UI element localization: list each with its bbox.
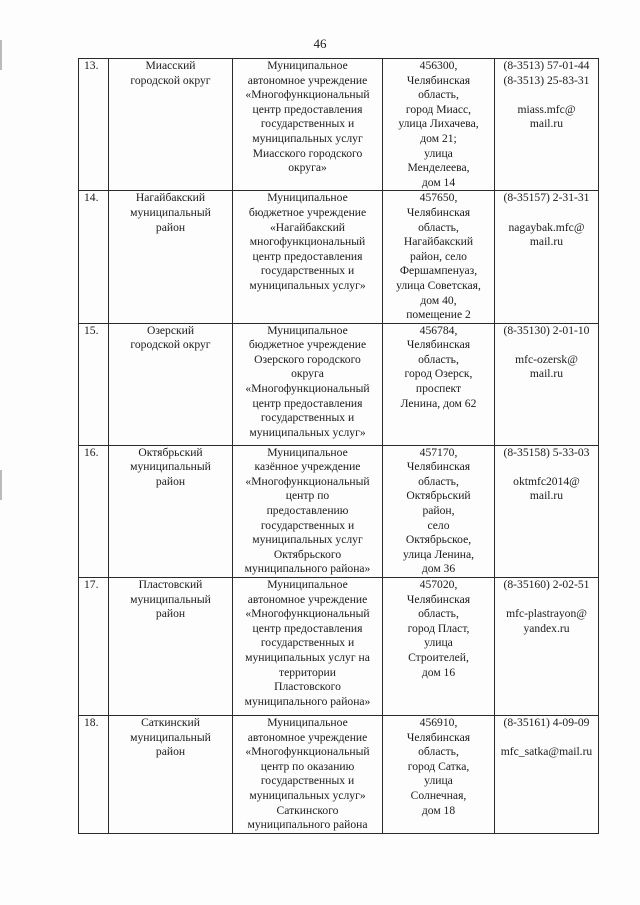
address-line: 457020,: [419, 578, 458, 592]
scan-edge-mark: [0, 470, 2, 500]
address-line: Челябинская: [406, 730, 471, 744]
organization-line: Муниципальное: [267, 59, 348, 72]
organization-line: центр предоставления: [252, 102, 363, 116]
organization-line: Озерского городского: [254, 352, 361, 366]
district-line: городской округ: [130, 338, 211, 352]
contacts-line: miass.mfc@: [517, 102, 576, 116]
district-line: район: [155, 745, 186, 759]
address-line: улица Советская,: [396, 278, 481, 292]
organization-line: Муниципальное: [267, 716, 348, 730]
contacts-cell: [495, 323, 599, 445]
organization-line: муниципальных услуг»: [249, 789, 366, 802]
address-line: 457650,: [419, 191, 458, 205]
address-line: дом 16: [421, 665, 456, 679]
address-line: область,: [418, 88, 459, 102]
organization-line: бюджетное учреждение: [248, 205, 367, 219]
organization-line: муниципального района»: [244, 562, 371, 576]
contacts-line: [496, 731, 597, 746]
contacts-line: nagaybak.mfc@: [508, 220, 585, 234]
contacts-line: mfc-ozersk@: [515, 352, 578, 366]
address-line: область,: [418, 745, 459, 759]
organization-line: округа: [291, 367, 324, 381]
district-line: район: [155, 220, 186, 234]
contacts-line: mfc-plastrayon@: [506, 607, 587, 621]
district-line: муниципальный: [130, 460, 211, 474]
organization-line: муниципальных услуг: [252, 131, 363, 145]
address-line: дом 18: [421, 803, 456, 817]
address-line: Фершампенуаз,: [399, 264, 478, 278]
organization-line: автономное учреждение: [247, 73, 368, 87]
organization-line: Миасского городского: [252, 146, 363, 160]
mfc-registry-table: [78, 58, 599, 834]
organization-line: «Многофункциональный: [245, 745, 370, 759]
address-line: помещение 2: [406, 308, 471, 322]
row-number: 17.: [79, 578, 109, 716]
organization-line: «Многофункциональный: [245, 607, 370, 621]
organization-line: муниципального района: [247, 818, 368, 832]
organization-line: государственных и: [260, 117, 355, 131]
district-line: муниципальный: [130, 205, 211, 219]
row-number: 14.: [79, 191, 109, 323]
contacts-cell: [495, 59, 599, 191]
organization-line: Муниципальное: [267, 191, 348, 205]
row-number: 13.: [79, 59, 109, 191]
organization-cell: [233, 578, 383, 716]
address-line: улица Лихачева,: [398, 117, 479, 131]
district-line: Миасский: [145, 59, 196, 72]
district-cell: [109, 716, 233, 834]
organization-line: муниципальных услуг»: [249, 425, 366, 439]
contacts-line: [496, 338, 597, 353]
contacts-line: mail.ru: [529, 117, 564, 131]
address-line: дом 21;: [420, 131, 457, 145]
organization-cell: [233, 445, 383, 577]
address-line: дом 36: [421, 562, 456, 576]
address-line: район, село: [410, 249, 467, 263]
address-cell: [383, 445, 495, 577]
address-line: улица: [424, 636, 453, 650]
district-line: муниципальный: [130, 592, 211, 606]
contacts-cell: [495, 716, 599, 834]
district-cell: [109, 191, 233, 323]
organization-line: Пластовского: [274, 680, 341, 694]
contacts-cell: [495, 578, 599, 716]
contacts-line: [496, 88, 597, 103]
table-row: [79, 445, 599, 577]
organization-line: «Многофункциональный: [245, 382, 370, 396]
contacts-line: (8-35161) 4-09-09: [503, 716, 590, 730]
contacts-line: mfc_satka@mail.ru: [500, 745, 593, 759]
district-cell: [109, 59, 233, 191]
organization-line: государственных и: [260, 636, 355, 650]
organization-cell: [233, 716, 383, 834]
district-line: район: [155, 474, 186, 488]
contacts-line: oktmfc2014@: [513, 474, 580, 488]
address-cell: [383, 578, 495, 716]
address-line: город Озерск,: [404, 367, 473, 381]
organization-line: центр по: [285, 489, 330, 503]
district-line: муниципальный: [130, 730, 211, 744]
contacts-line: (8-35158) 5-33-03: [503, 445, 590, 459]
district-line: Октябрьский: [138, 445, 203, 459]
address-line: улица Ленина,: [402, 547, 475, 561]
row-number: 16.: [79, 445, 109, 577]
district-line: Нагайбакский: [135, 191, 206, 205]
organization-line: Саткинского: [276, 803, 339, 817]
contacts-line: yandex.ru: [523, 621, 570, 635]
row-number: 18.: [79, 716, 109, 834]
address-line: улица: [424, 146, 453, 160]
contacts-line: (8-35157) 2-31-31: [503, 191, 590, 205]
address-line: 456784,: [419, 323, 458, 337]
contacts-line: (8-35130) 2-01-10: [503, 323, 590, 337]
organization-line: Муниципальное: [267, 323, 348, 337]
contacts-line: (8-35160) 2-02-51: [503, 578, 590, 592]
district-line: район: [155, 607, 186, 621]
address-line: село: [427, 518, 450, 532]
address-line: 457170,: [419, 445, 458, 459]
address-line: Менделеева,: [407, 161, 470, 175]
organization-line: муниципальных услуг»: [249, 278, 366, 292]
district-line: городской округ: [130, 73, 211, 87]
address-line: 456300,: [419, 59, 458, 72]
organization-line: Муниципальное: [267, 578, 348, 592]
address-line: Челябинская: [406, 460, 471, 474]
table-row: [79, 578, 599, 716]
address-cell: [383, 716, 495, 834]
organization-line: центр по оказанию: [260, 759, 355, 773]
organization-line: муниципальных услуг на: [245, 651, 370, 664]
organization-line: муниципального района»: [244, 694, 371, 708]
contacts-line: mail.ru: [529, 367, 564, 381]
organization-line: государственных и: [260, 774, 355, 788]
address-cell: [383, 191, 495, 323]
address-line: район,: [422, 504, 455, 518]
district-line: Саткинский: [141, 716, 200, 730]
organization-line: муниципальных услуг: [252, 533, 363, 547]
table-body: [79, 59, 599, 834]
organization-line: Муниципальное: [267, 445, 348, 459]
organization-line: предоставлению: [266, 504, 349, 518]
address-line: дом 40,: [420, 293, 457, 307]
organization-cell: [233, 323, 383, 445]
contacts-line: (8-3513) 57-01-44: [503, 59, 590, 72]
address-line: область,: [418, 607, 459, 621]
address-line: 456910,: [419, 716, 458, 730]
address-cell: [383, 323, 495, 445]
organization-cell: [233, 191, 383, 323]
address-line: Нагайбакский: [403, 235, 474, 249]
contacts-line: [496, 593, 597, 608]
contacts-line: mail.ru: [529, 489, 564, 503]
table-row: [79, 191, 599, 323]
district-line: Пластовский: [138, 578, 203, 592]
organization-line: «Многофункциональный: [245, 88, 370, 102]
page-number: 46: [313, 36, 327, 51]
organization-line: казённое учреждение: [254, 460, 361, 474]
address-line: Солнечная,: [410, 789, 467, 802]
organization-cell: [233, 59, 383, 191]
address-line: Челябинская: [406, 73, 471, 87]
address-line: Челябинская: [406, 592, 471, 606]
contacts-line: (8-3513) 25-83-31: [503, 73, 590, 87]
district-line: Озерский: [146, 323, 195, 337]
contacts-cell: [495, 445, 599, 577]
contacts-line: [496, 206, 597, 221]
row-number: 15.: [79, 323, 109, 445]
table-row: [79, 716, 599, 834]
organization-line: центр предоставления: [252, 396, 363, 410]
organization-line: государственных и: [260, 264, 355, 278]
organization-line: «Нагайбакский: [270, 220, 345, 234]
organization-line: автономное учреждение: [247, 592, 368, 606]
district-cell: [109, 323, 233, 445]
organization-line: Октябрьского: [273, 547, 342, 561]
contacts-line: [496, 460, 597, 475]
organization-line: «Многофункциональный: [245, 474, 370, 488]
organization-line: территории: [279, 665, 336, 679]
address-line: Челябинская: [406, 205, 471, 219]
address-line: область,: [418, 352, 459, 366]
contacts-cell: [495, 191, 599, 323]
organization-line: многофункциональный: [249, 235, 366, 249]
district-cell: [109, 578, 233, 716]
district-cell: [109, 445, 233, 577]
address-line: город Сатка,: [407, 759, 470, 773]
address-line: город Миасс,: [405, 102, 472, 116]
address-cell: [383, 59, 495, 191]
organization-line: округа»: [288, 161, 327, 175]
address-line: Октябрьский: [406, 489, 471, 503]
address-line: Челябинская: [406, 338, 471, 352]
table-row: [79, 59, 599, 191]
organization-line: центр предоставления: [252, 621, 363, 635]
address-line: Октябрьское,: [405, 533, 472, 547]
address-line: город Пласт,: [407, 621, 470, 635]
organization-line: государственных и: [260, 411, 355, 425]
address-line: проспект: [415, 382, 462, 396]
address-line: область,: [418, 474, 459, 488]
address-line: Строителей,: [408, 651, 469, 664]
address-line: дом 14: [421, 175, 456, 189]
table-row: [79, 323, 599, 445]
contacts-line: mail.ru: [529, 235, 564, 249]
address-line: Ленина, дом 62: [400, 396, 477, 410]
address-line: область,: [418, 220, 459, 234]
organization-line: государственных и: [260, 518, 355, 532]
organization-line: бюджетное учреждение: [248, 338, 367, 352]
address-line: улица: [424, 774, 453, 788]
organization-line: центр предоставления: [252, 249, 363, 263]
organization-line: автономное учреждение: [247, 730, 368, 744]
